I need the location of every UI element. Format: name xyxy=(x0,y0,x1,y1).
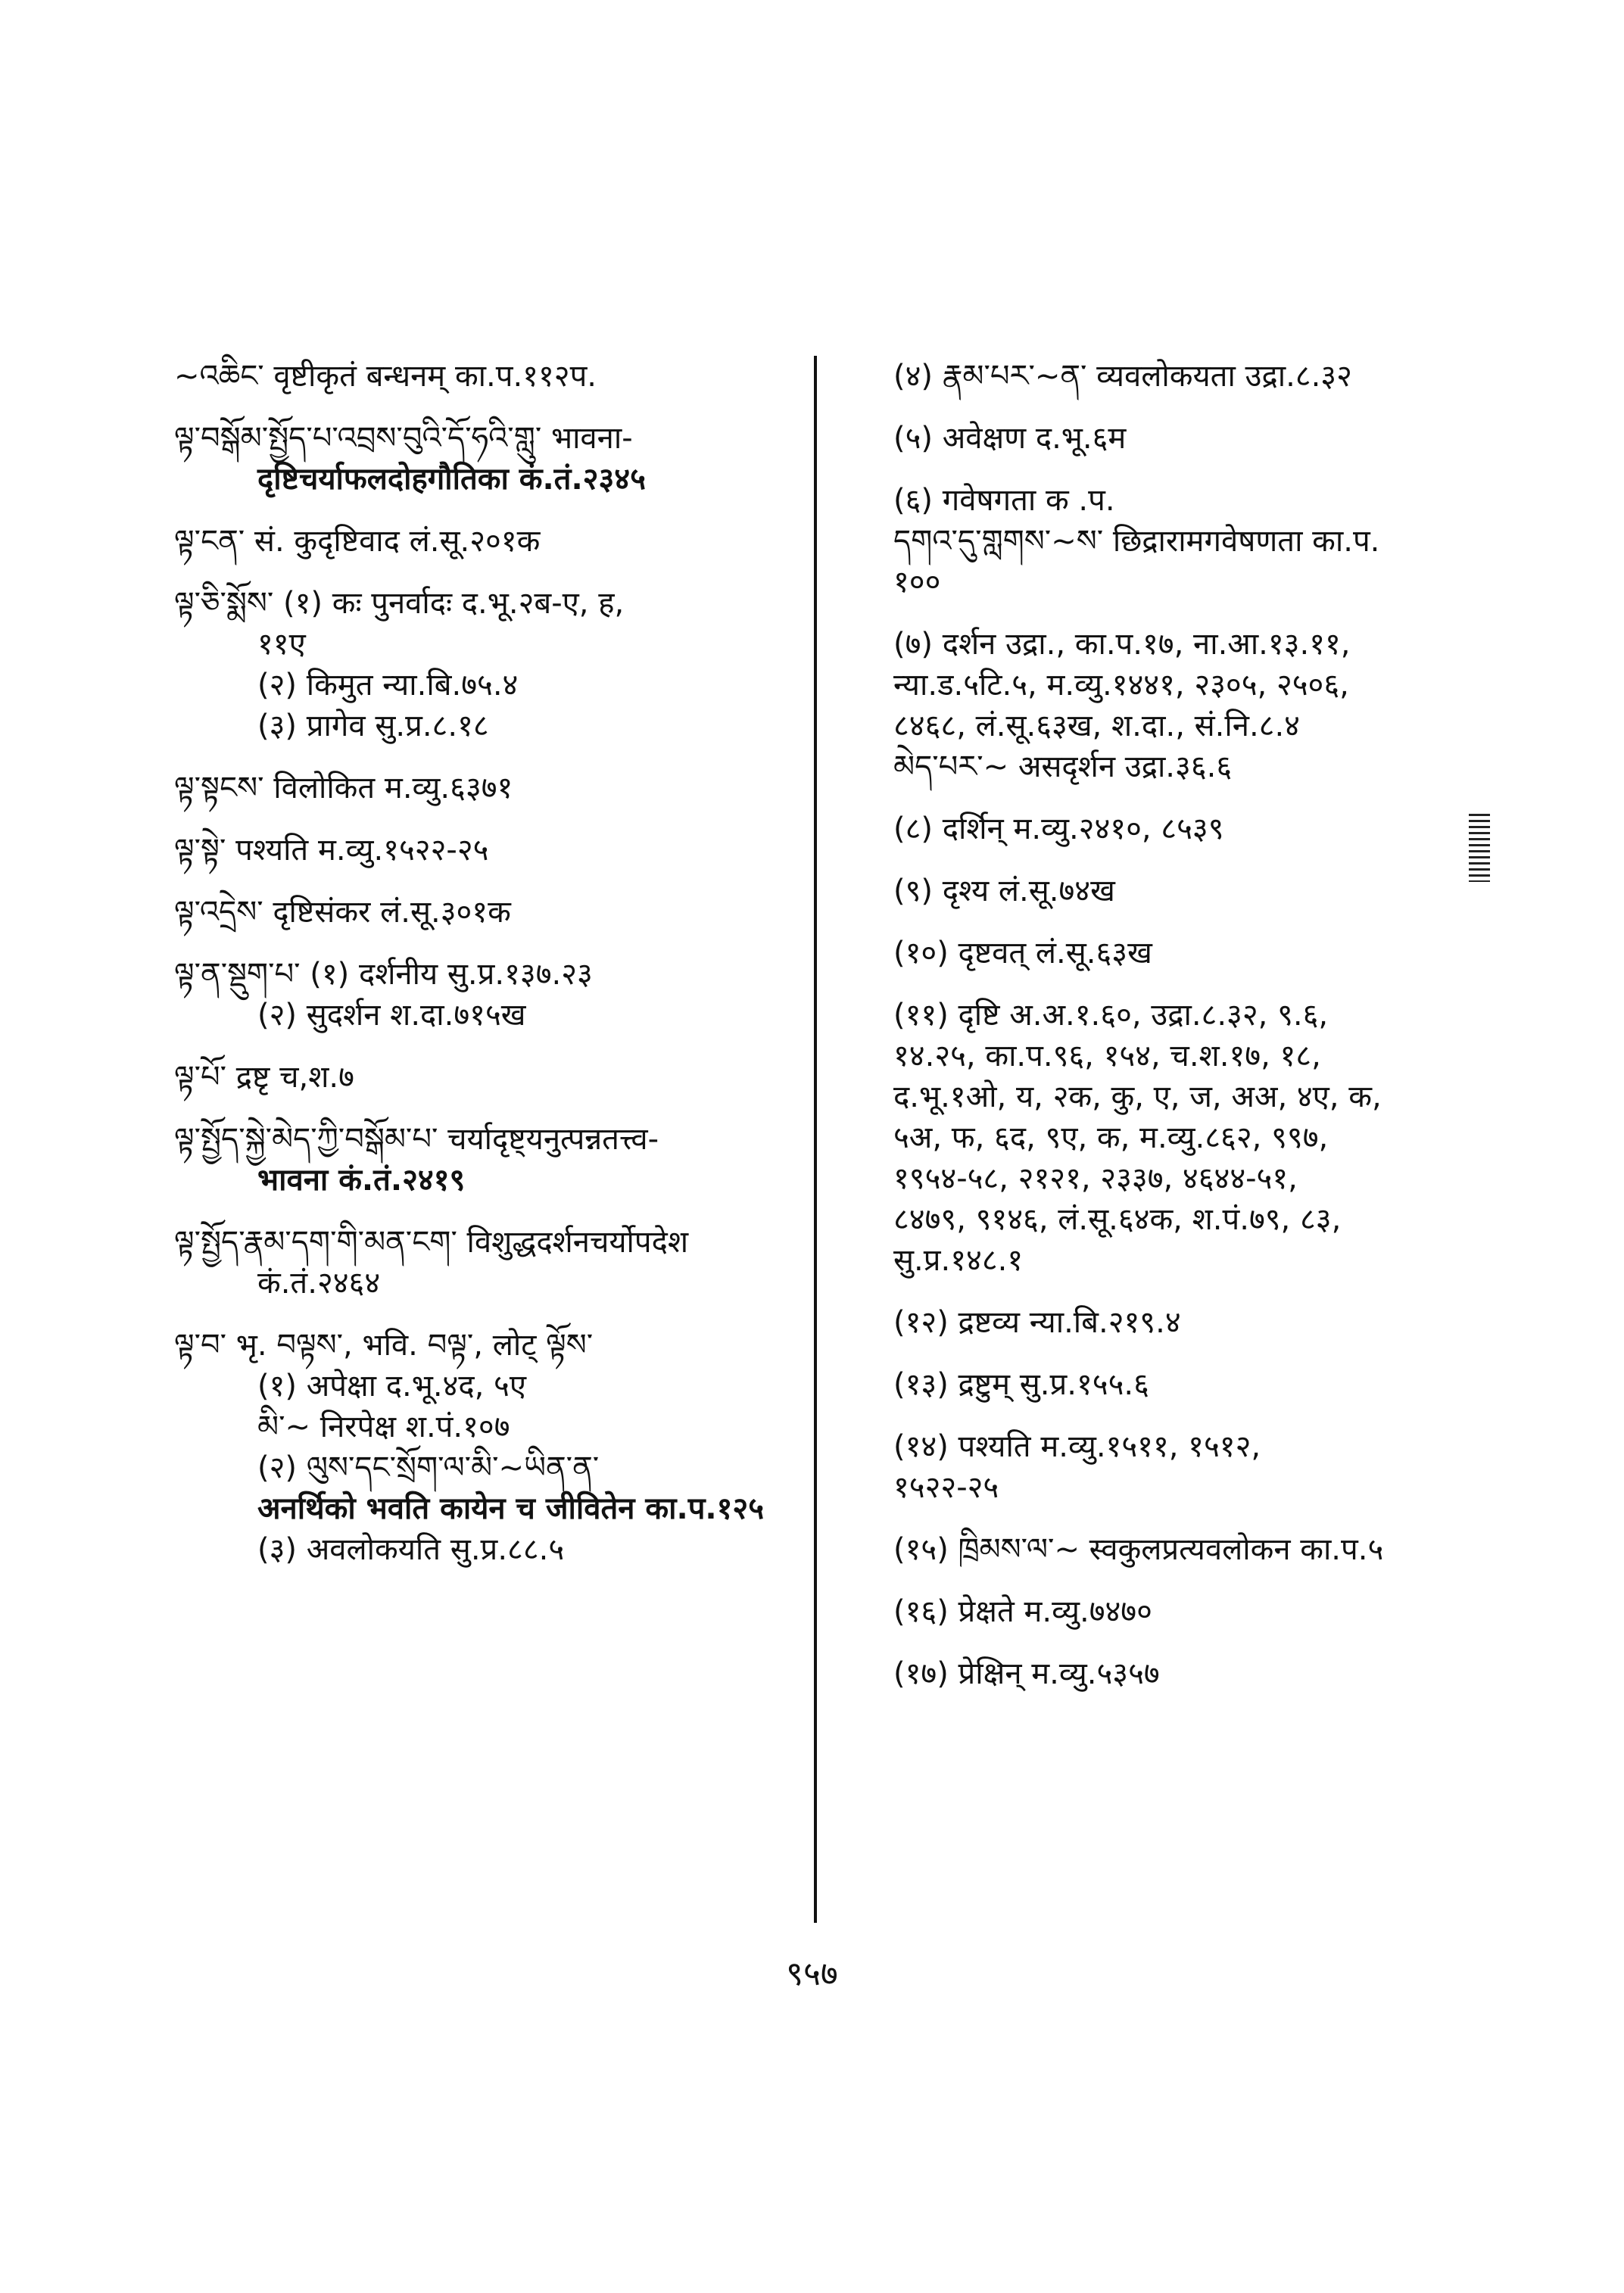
entry-line: (१०) दृष्टवत् लं.सू.६३ख xyxy=(893,936,1152,970)
entry-line: (१५) ཁྲིམས་ལ་~ स्वकुलप्रत्यवलोकन का.प.५ xyxy=(893,1532,1384,1567)
entry-line: दृष्टिचर्याफलदोहगौतिका कं.तं.२३४५ xyxy=(257,462,646,497)
left-column xyxy=(174,356,810,1591)
entry-line: ८४७९, ९१४६, लं.सू.६४क, श.पं.७९, ८३, xyxy=(893,1202,1342,1237)
entry-line: (४) རྣམ་པར་~ན་ व्यवलोकयता उद्रा.८.३२ xyxy=(893,359,1352,394)
dictionary-entry xyxy=(174,521,810,562)
entry-line: ८४६८, लं.सू.६३ख, श.दा., सं.नि.८.४ xyxy=(893,709,1300,743)
dictionary-entry xyxy=(893,480,1469,603)
dictionary-entry xyxy=(174,768,810,808)
right-column xyxy=(893,356,1469,1715)
entry-line: ལྟ་སྟེ་ पश्यति म.व्यु.१५२२-२५ xyxy=(174,833,489,868)
entry-line: ལྟ་བསྒོམ་སྤྱོད་པ་འབྲས་བུའི་དོ་ཧའི་གླུ་ भावना- xyxy=(174,421,633,456)
entry-line: (१३) द्रष्टुम् सु.प्र.१५५.६ xyxy=(893,1367,1149,1402)
entry-line: न्या.ड.५टि.५, म.व्यु.१४४१, २३०५, २५०६, xyxy=(893,668,1349,703)
dictionary-entry xyxy=(174,418,810,500)
entry-line: (३) प्रागेव सु.प्र.८.१८ xyxy=(257,709,489,743)
dictionary-entry xyxy=(893,1591,1469,1632)
entry-line: द.भू.१ओ, य, २क, कु, ए, ज, अअ, ४ए, क, xyxy=(893,1080,1382,1114)
dictionary-entry xyxy=(174,583,810,746)
entry-line: (२) ལུས་དང་སྲོག་ལ་མི་~ཡིན་ན་ xyxy=(257,1450,600,1485)
entry-line: མེད་པར་~ असदृर्शन उद्रा.३६.६ xyxy=(893,749,1233,784)
entry-line: ११ए xyxy=(257,627,306,662)
dictionary-entry xyxy=(893,871,1469,911)
entry-line: (१) अपेक्षा द.भू.४द, ५ए xyxy=(257,1369,526,1404)
dictionary-entry xyxy=(893,808,1469,849)
column-divider xyxy=(814,356,817,1923)
entry-line: (७) दर्शन उद्रा., का.प.१७, ना.आ.१३.११, xyxy=(893,627,1351,662)
entry-line: (११) दृष्टि अ.अ.१.६०, उद्रा.८.३२, ९.६, xyxy=(893,998,1329,1033)
dictionary-entry xyxy=(893,356,1469,397)
page-number: ९५७ xyxy=(786,1955,838,1993)
entry-line: (१६) प्रेक्षते म.व्यु.७४७० xyxy=(893,1594,1152,1629)
dictionary-entry xyxy=(893,1529,1469,1570)
entry-line: ལྟ་ངན་ सं. कुदृष्टिवाद लं.सू.२०१क xyxy=(174,524,541,559)
entry-line: कं.तं.२४६४ xyxy=(257,1266,381,1301)
dictionary-entry xyxy=(174,1057,810,1098)
entry-line: ལྟ་སྤྱོད་རྣམ་དག་གི་མན་ངག་ विशुद्धदर्शनचर्योपदेश xyxy=(174,1225,689,1260)
dictionary-entry xyxy=(893,1426,1469,1508)
entry-line: भावना कं.तं.२४१९ xyxy=(257,1163,466,1198)
dictionary-entry xyxy=(893,1364,1469,1405)
dictionary-entry xyxy=(893,1302,1469,1343)
entry-line: ལྟ་ཅི་སྨོས་ (१) कः पुनर्वादः द.भू.२ब-ए, ह, xyxy=(174,586,625,621)
entry-line: (५) अवेक्षण द.भू.६म xyxy=(893,421,1127,456)
entry-line: ལྟ་པོ་ द्रष्टृ च,श.७ xyxy=(174,1060,354,1095)
dictionary-entry xyxy=(174,954,810,1036)
entry-line: ལྟ་བ་ भृ. བལྟས་, भवि. བལྟ་, लोट् ལྟོས་ xyxy=(174,1328,594,1363)
dictionary-entry xyxy=(174,1119,810,1201)
entry-line: (१४) पश्यति म.व्यु.१५११, १५१२, xyxy=(893,1429,1261,1464)
entry-line: ५अ, फ, ६द, ९ए, क, म.व्यु.८६२, ९९७, xyxy=(893,1120,1329,1155)
dictionary-entry xyxy=(893,418,1469,459)
dictionary-entry xyxy=(174,1222,810,1304)
entry-line: ལྟ་འདྲེས་ दृष्टिसंकर लं.सू.३०१क xyxy=(174,895,511,930)
dictionary-entry xyxy=(174,356,810,397)
dictionary-entry xyxy=(893,995,1469,1281)
entry-line: १०० xyxy=(893,565,941,600)
dictionary-entry xyxy=(174,892,810,933)
entry-line: ལྟ་སྟངས་ विलोकित म.व्यु.६३७१ xyxy=(174,771,513,805)
entry-line: (२) सुदर्शन श.दा.७१५ख xyxy=(257,998,526,1033)
entry-line: अनर्थिको भवति कायेन च जीवितेन का.प.१२५ xyxy=(257,1491,765,1526)
entry-line: (९) दृश्य लं.सू.७४ख xyxy=(893,874,1115,908)
entry-line: (२) किमुत न्या.बि.७५.४ xyxy=(257,668,519,703)
dictionary-entry xyxy=(893,1653,1469,1694)
entry-line: (६) गवेषगता क .प. xyxy=(893,483,1115,518)
dictionary-entry xyxy=(174,1325,810,1570)
entry-line: མི་~ निरपेक्ष श.पं.१०७ xyxy=(257,1410,510,1444)
entry-line: ལྟ་ན་སྡུག་པ་ (१) दर्शनीय सु.प्र.१३७.२३ xyxy=(174,957,593,992)
entry-line: १५२२-२५ xyxy=(893,1470,999,1505)
dictionary-entry xyxy=(174,830,810,871)
entry-line: (१२) द्रष्टव्य न्या.बि.२१९.४ xyxy=(893,1305,1181,1340)
entry-line: १९५४-५८, २१२१, २३३७, ४६४४-५१, xyxy=(893,1161,1298,1196)
entry-line: ལྟ་སྤྱོད་སྐྱེ་མེད་ཀྱི་བསྒོམ་པ་ चर्यादृष्ट्यनुत्पन्नतत्त्व- xyxy=(174,1122,659,1157)
dictionary-entry xyxy=(893,933,1469,974)
entry-line: (८) दर्शिन् म.व्यु.२४१०, ८५३९ xyxy=(893,812,1224,846)
margin-mark xyxy=(1469,814,1490,882)
entry-line: सु.प्र.१४८.१ xyxy=(893,1243,1024,1278)
entry-line: (१७) प्रेक्षिन् म.व्यु.५३५७ xyxy=(893,1656,1160,1691)
entry-line: १४.२५, का.प.९६, १५४, च.श.१७, १८, xyxy=(893,1039,1321,1073)
dictionary-entry xyxy=(893,624,1469,787)
entry-line: (३) अवलोकयति सु.प्र.८८.५ xyxy=(257,1532,565,1567)
entry-line: ~འཆིང་ वृष्टीकृतं बन्धनम् का.प.११२प. xyxy=(174,359,597,394)
entry-line: དགའ་དུ་གླགས་~ས་ छिद्रारामगवेषणता का.प. xyxy=(893,524,1380,559)
